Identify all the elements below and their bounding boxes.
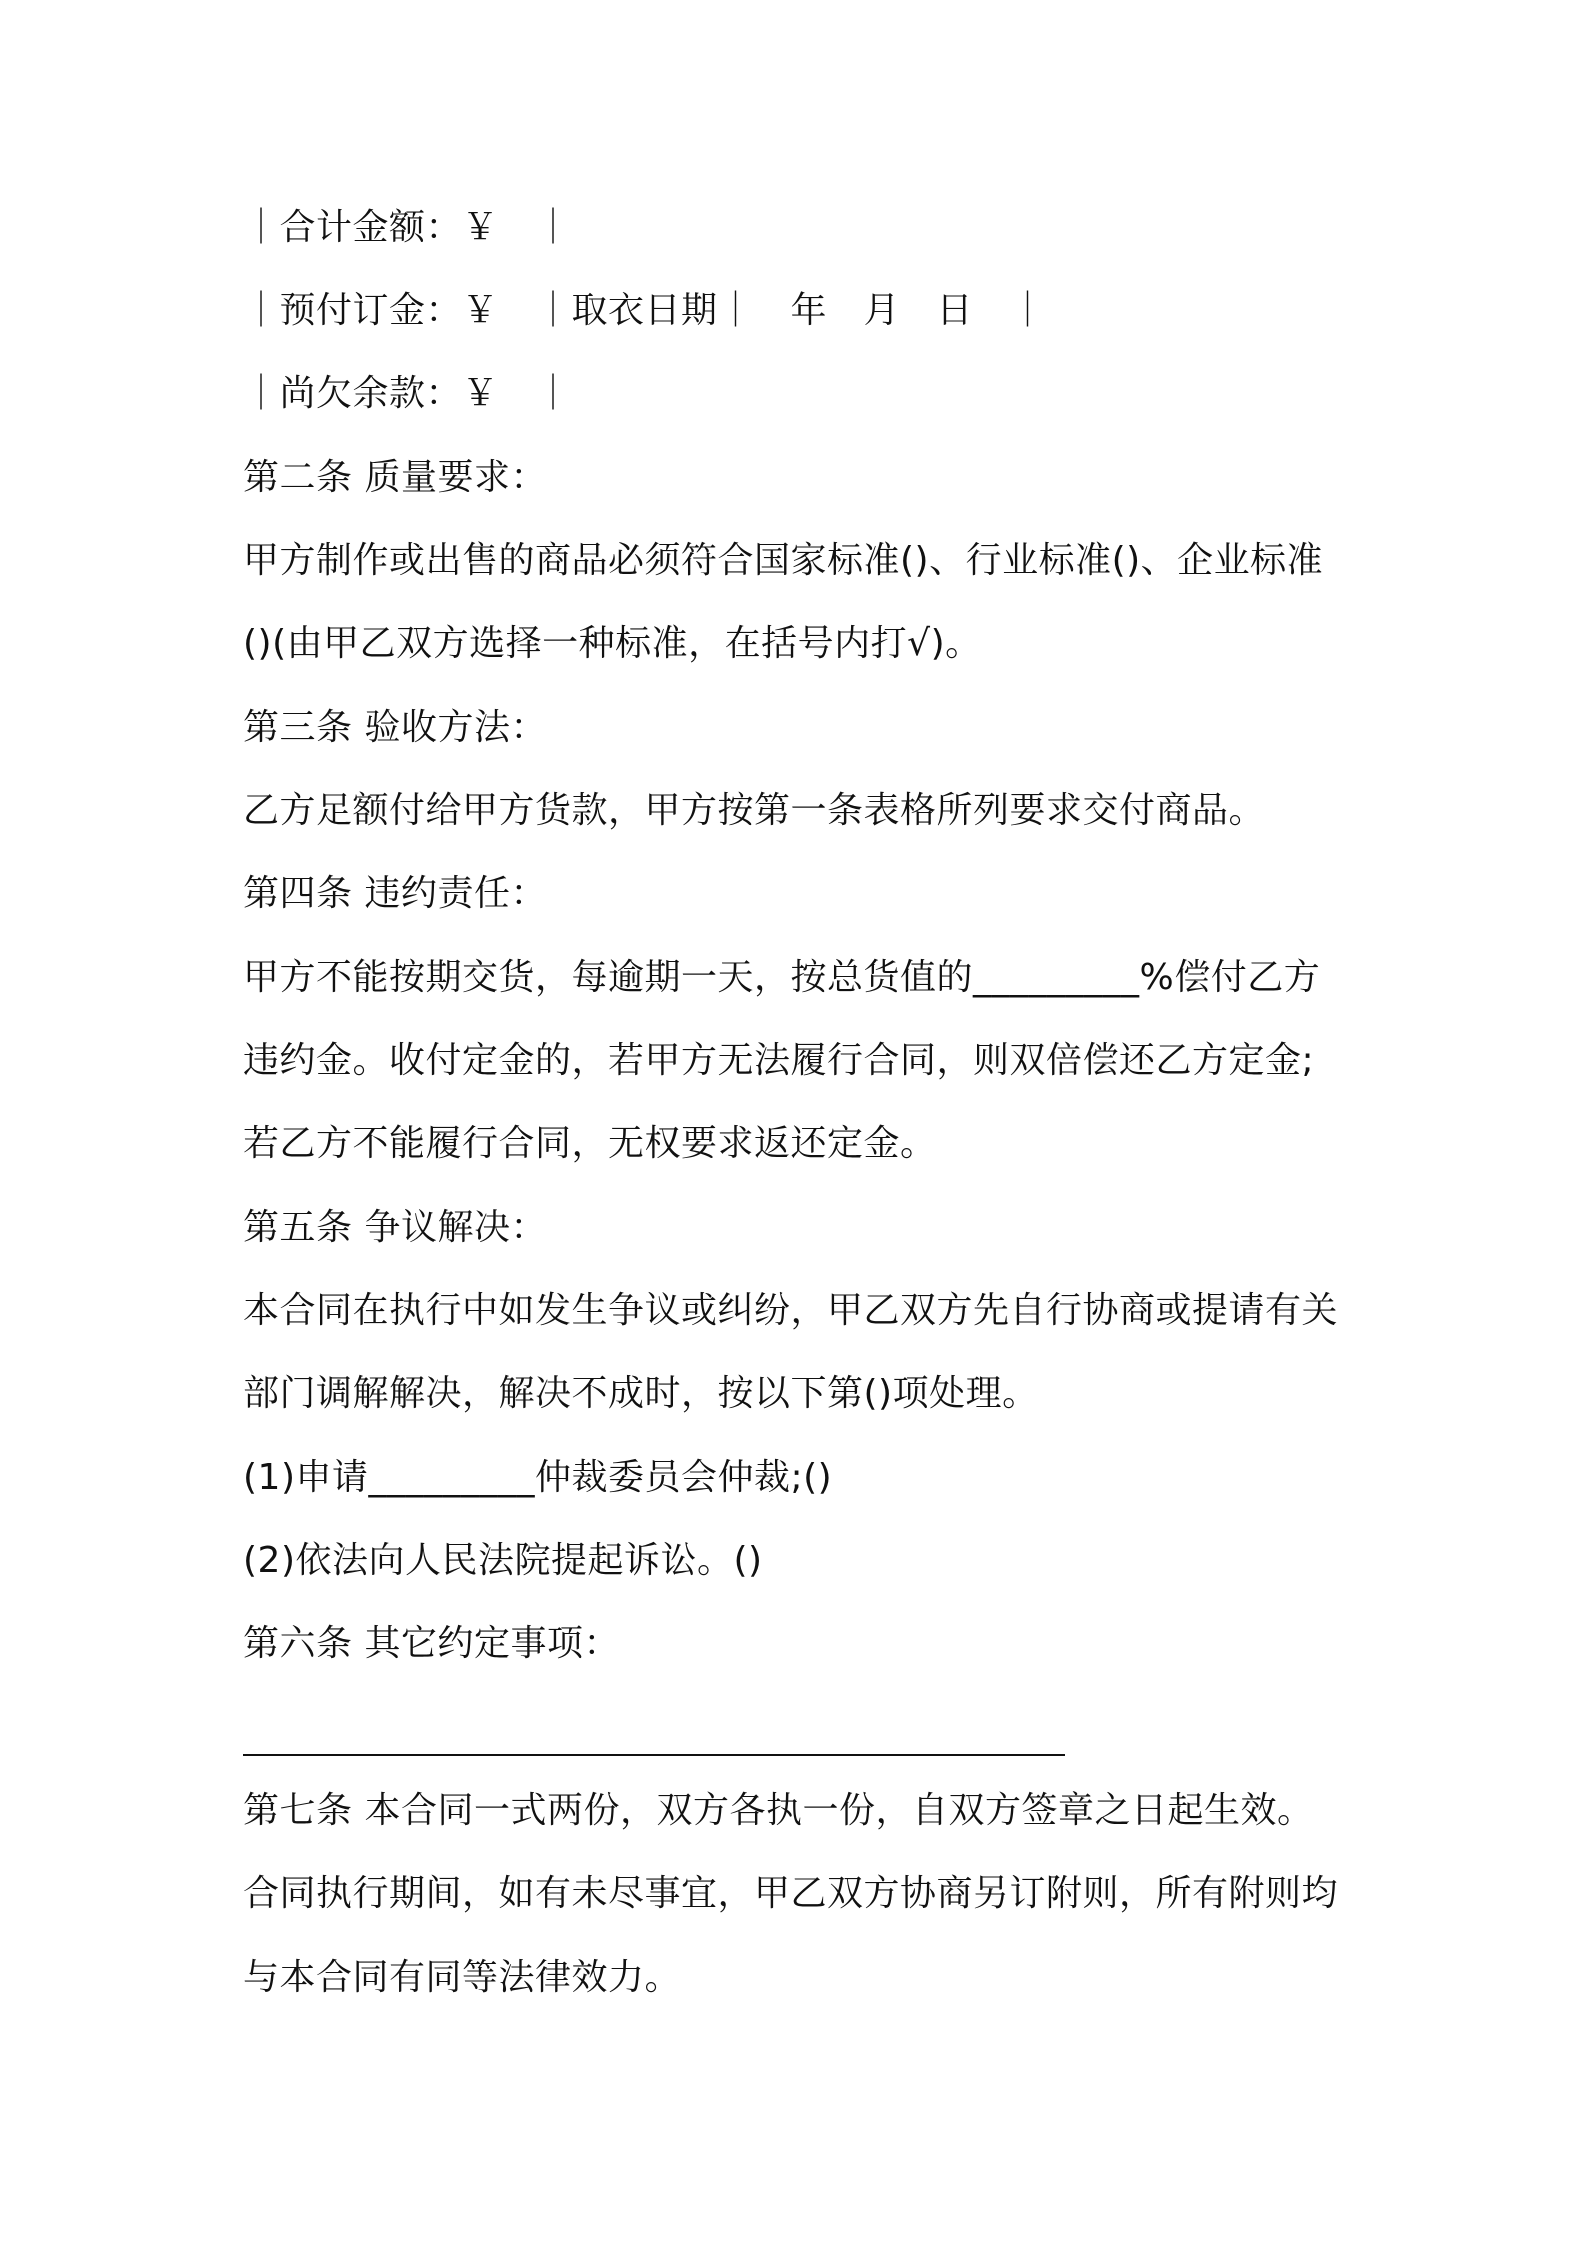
article-5-heading: 第五条 争议解决： — [243, 1207, 547, 1248]
article-6-heading: 第六条 其它约定事项： — [243, 1623, 620, 1664]
article-5-option-2: (2)依法向人民法院提起诉讼。() — [243, 1540, 763, 1581]
deposit-pickup-date-line: ｜预付订金：￥ ｜取衣日期｜ 年 月 日 ｜ — [243, 290, 1047, 331]
article-4-text-3: 若乙方不能履行合同，无权要求返还定金。 — [243, 1123, 937, 1164]
article-4-text-2: 违约金。收付定金的，若甲方无法履行合同，则双倍偿还乙方定金; — [243, 1040, 1315, 1081]
blank-fill-line — [243, 1754, 1065, 1756]
article-7-text-2: 合同执行期间，如有未尽事宜，甲乙双方协商另订附则，所有附则均 — [243, 1873, 1339, 1914]
total-amount-line: ｜合计金额：￥ ｜ — [243, 207, 572, 248]
article-3-text: 乙方足额付给甲方货款，甲方按第一条表格所列要求交付商品。 — [243, 790, 1266, 831]
article-7-text-3: 与本合同有同等法律效力。 — [243, 1957, 682, 1998]
article-4-text-1: 甲方不能按期交货，每逾期一天，按总货值的_________%偿付乙方 — [243, 957, 1321, 998]
article-5-text-2: 部门调解解决，解决不成时，按以下第()项处理。 — [243, 1373, 1039, 1414]
article-2-text-1: 甲方制作或出售的商品必须符合国家标准()、行业标准()、企业标准 — [243, 540, 1324, 581]
balance-due-line: ｜尚欠余款：￥ ｜ — [243, 373, 572, 414]
article-5-text-1: 本合同在执行中如发生争议或纠纷，甲乙双方先自行协商或提请有关 — [243, 1290, 1339, 1331]
article-2-text-2: ()(由甲乙双方选择一种标准，在括号内打√)。 — [243, 623, 982, 664]
article-3-heading: 第三条 验收方法： — [243, 707, 547, 748]
article-2-heading: 第二条 质量要求： — [243, 457, 547, 498]
article-5-option-1: (1)申请_________仲裁委员会仲裁;() — [243, 1457, 833, 1498]
article-4-heading: 第四条 违约责任： — [243, 873, 547, 914]
article-7-text-1: 第七条 本合同一式两份，双方各执一份，自双方签章之日起生效。 — [243, 1790, 1314, 1831]
